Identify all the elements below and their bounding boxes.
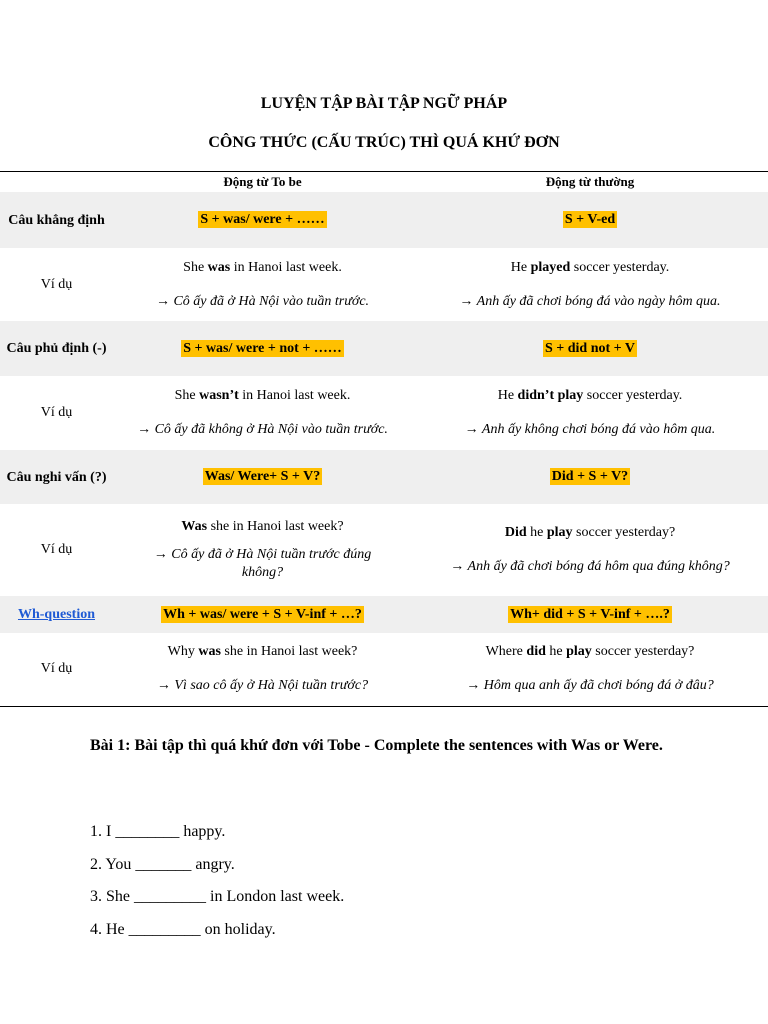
exercise-title: Bài 1: Bài tập thì quá khứ đơn với Tobe - Complete the sentences with Was or Were.	[90, 737, 663, 754]
table-row	[0, 321, 768, 376]
row-label-example: Ví dụ	[0, 504, 113, 596]
header-tobe: Động từ To be	[113, 172, 412, 193]
row-label-example: Ví dụ	[0, 633, 113, 706]
row-label-example: Ví dụ	[0, 248, 113, 321]
table-header-row	[0, 172, 768, 193]
table-row	[0, 376, 768, 450]
row-label-example: Ví dụ	[0, 376, 113, 450]
formula-tobe-wh: Wh + was/ were + S + V-inf + …?	[163, 606, 362, 622]
formula-verb-question: Did + S + V?	[551, 469, 629, 484]
page-title: LUYỆN TẬP BÀI TẬP NGỮ PHÁP	[260, 95, 508, 112]
table-row	[0, 596, 768, 633]
row-label-question: Câu nghi vấn (?)	[0, 450, 113, 504]
exercise-item: 3. She _________ in London last week.	[90, 888, 345, 905]
table-row	[0, 633, 768, 706]
example-english: Did he play soccer yesterday?	[504, 525, 676, 540]
formula-tobe-question: Was/ Were+ S + V?	[204, 469, 321, 484]
example-english: Why was she in Hanoi last week?	[167, 644, 358, 660]
formula-verb-wh: Wh+ did + S + V-inf + ….?	[510, 606, 670, 622]
example-vietnamese: → Anh ấy đã chơi bóng đá vào ngày hôm qua.	[459, 293, 721, 309]
example-vietnamese: → Cô ấy đã ở Hà Nội vào tuần trước.	[155, 293, 370, 309]
exercise-item: 4. He _________ on holiday.	[90, 921, 276, 938]
header-empty	[0, 172, 113, 193]
row-label-affirmative: Câu khẳng định	[0, 192, 113, 248]
header-regular-verb: Động từ thường	[412, 172, 768, 193]
example-english: She wasn’t in Hanoi last week.	[174, 388, 351, 403]
example-vietnamese: → Anh ấy đã chơi bóng đá hôm qua đúng không?	[450, 559, 730, 574]
grammar-table	[0, 171, 768, 707]
example-vietnamese: → Cô ấy đã không ở Hà Nội vào tuần trước.	[137, 422, 388, 437]
formula-verb-negative: S + did not + V	[544, 340, 635, 356]
example-vietnamese: → Vì sao cô ấy ở Hà Nội tuần trước?	[156, 678, 369, 694]
table-row	[0, 248, 768, 321]
example-english: Where did he play soccer yesterday?	[485, 644, 695, 660]
table-row	[0, 450, 768, 504]
table-row	[0, 192, 768, 248]
page-subtitle: CÔNG THỨC (CẤU TRÚC) THÌ QUÁ KHỨ ĐƠN	[208, 134, 560, 151]
example-english: He played soccer yesterday.	[510, 259, 670, 275]
example-vietnamese: → Anh ấy không chơi bóng đá vào hôm qua.	[464, 422, 716, 437]
exercise-item: 2. You _______ angry.	[90, 856, 235, 873]
example-english: He didn’t play soccer yesterday.	[497, 388, 683, 403]
example-english: She was in Hanoi last week.	[183, 259, 342, 275]
formula-tobe-negative: S + was/ were + not + ……	[183, 340, 342, 356]
exercise-item: 1. I ________ happy.	[90, 823, 226, 840]
formula-tobe-affirmative: S + was/ were + ……	[200, 212, 325, 227]
table-row	[0, 504, 768, 596]
example-english: Was she in Hanoi last week?	[181, 519, 344, 534]
formula-verb-affirmative: S + V-ed	[564, 212, 616, 227]
wh-question-link[interactable]: Wh-question	[17, 607, 96, 622]
example-vietnamese: → Hôm qua anh ấy đã chơi bóng đá ở đâu?	[466, 678, 714, 694]
example-vietnamese: → Cô ấy đã ở Hà Nội tuần trước đúng không?	[153, 547, 372, 580]
row-label-negative: Câu phủ định (-)	[0, 321, 113, 376]
